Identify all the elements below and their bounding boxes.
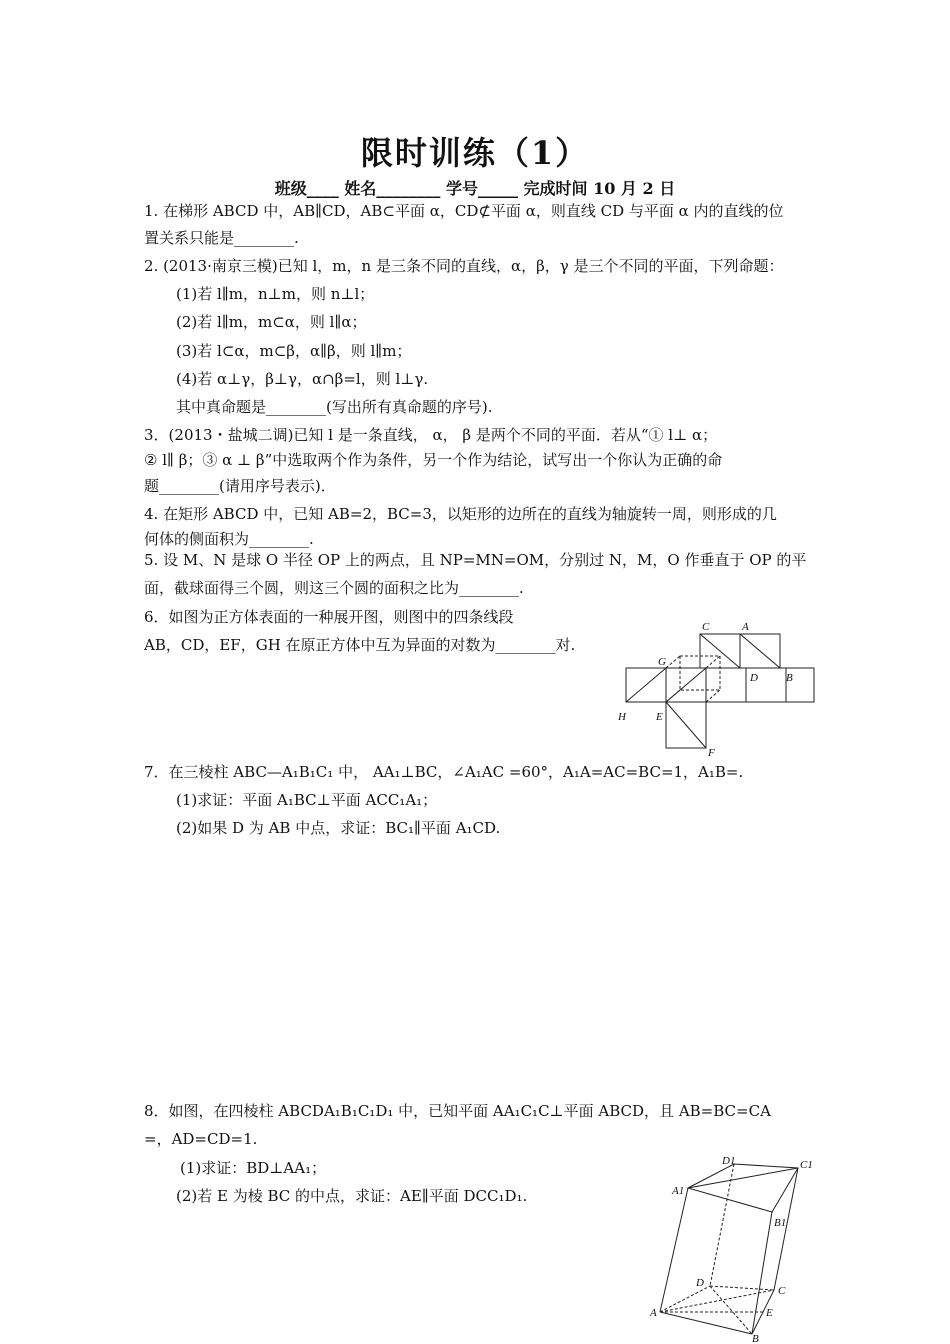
prism-figure (648, 1152, 820, 1342)
q5-line2: 面，截球面得三个圆，则这三个圆的面积之比为________. (144, 579, 524, 597)
q8-line2: =，AD=CD=1. (144, 1130, 258, 1148)
page-title: 限时训练（1） (360, 134, 590, 172)
label-c: C (778, 1285, 786, 1297)
q8-line1: 8．如图，在四棱柱 ABCDA₁B₁C₁D₁ 中，已知平面 AA₁C₁C⊥平面 ABCD，且 AB=BC=CA (144, 1102, 771, 1120)
label-h: H (618, 711, 626, 723)
cube-net-figure (612, 618, 832, 760)
edge-aa1 (660, 1188, 688, 1312)
q1-line1: 1. 在梯形 ABCD 中，AB∥CD，AB⊂平面 α，CD⊄平面 α，则直线 CD 与平面 α 内的直线的位 (144, 202, 784, 220)
label-f: F (708, 747, 715, 759)
q5-line1: 5. 设 M、N 是球 O 半径 OP 上的两点，且 NP=MN=OM，分别过 N，M，O 作垂直于 OP 的平 (144, 551, 807, 569)
q8-item-1: (1)求证：BD⊥AA₁； (180, 1159, 327, 1177)
label-a: A (742, 621, 749, 633)
student-info-line: 班级____ 姓名________ 学号_____ 完成时间 10 月 2 日 (274, 179, 676, 198)
q7-item-2: (2)如果 D 为 AB 中点，求证：BC₁∥平面 A₁CD. (176, 819, 501, 837)
label-b1: B1 (774, 1217, 787, 1229)
q2-item-4: (4)若 α⊥γ，β⊥γ，α∩β=l，则 l⊥γ. (176, 370, 429, 388)
segment-bd (710, 1286, 752, 1334)
q8-item-2: (2)若 E 为棱 BC 的中点，求证：AE∥平面 DCC₁D₁. (176, 1187, 528, 1205)
segment-ef (666, 702, 706, 748)
q3-line1: 3．(2013・盐城二调)已知 l 是一条直线， α， β 是两个不同的平面．若从“① l⊥ α； (144, 426, 718, 444)
q2-line1: 2. (2013·南京三模)已知 l，m，n 是三条不同的直线，α，β，γ 是三个不同的平面，下列命题： (144, 257, 784, 275)
q7-item-1: (1)求证：平面 A₁BC⊥平面 ACC₁A₁； (176, 791, 438, 809)
q3-line3: 题________(请用序号表示)． (144, 477, 336, 495)
net-dashed-edge (666, 656, 680, 668)
label-c: C (702, 621, 710, 633)
prism-top-diagonal (688, 1168, 798, 1188)
q1-line2: 置关系只能是________. (144, 229, 299, 247)
q3-line2: ② l∥ β；③ α ⊥ β”中选取两个作为条件，另一个作为结论，试写出一个你认为正确的命 (144, 451, 723, 469)
label-c1: C1 (800, 1159, 813, 1171)
q6-line2: AB，CD，EF，GH 在原正方体中互为异面的对数为________对. (144, 636, 576, 654)
q4-line2: 何体的侧面积为________. (144, 530, 314, 548)
q4-line1: 4. 在矩形 ABCD 中，已知 AB=2，BC=3，以矩形的边所在的直线为轴旋转一周，则形成的几 (144, 505, 777, 523)
segment-ab (740, 634, 780, 668)
label-d: D (696, 1277, 704, 1289)
label-e: E (656, 711, 663, 723)
label-a: A (650, 1307, 657, 1319)
q2-item-1: (1)若 l∥m，n⊥m，则 n⊥l； (176, 285, 375, 303)
label-b: B (786, 672, 793, 684)
edge-cc1 (774, 1168, 798, 1290)
edge-dc (710, 1286, 774, 1290)
net-dashed-edge (706, 690, 720, 702)
q6-line1: 6．如图为正方体表面的一种展开图，则图中的四条线段 (144, 608, 514, 626)
label-d1: D1 (722, 1155, 736, 1167)
q2-item-2: (2)若 l∥m，m⊂α，则 l∥α； (176, 313, 367, 331)
net-dashed-edge (706, 656, 720, 668)
q2-item-3: (3)若 l⊂α，m⊂β，α∥β，则 l∥m； (176, 342, 412, 360)
label-g: G (658, 656, 666, 668)
label-b: B (752, 1333, 759, 1342)
edge-ab (660, 1312, 752, 1334)
q2-tail: 其中真命题是________(写出所有真命题的序号). (176, 398, 493, 416)
label-d: D (750, 672, 758, 684)
segment-gh (626, 668, 666, 702)
label-e: E (766, 1307, 773, 1319)
label-a1: A1 (672, 1185, 685, 1197)
edge-ad (660, 1286, 710, 1312)
q7-line1: 7．在三棱柱 ABC—A₁B₁C₁ 中， AA₁⊥BC，∠A₁AC =60°，A₁A=AC=BC=1，A₁B=. (144, 763, 744, 781)
